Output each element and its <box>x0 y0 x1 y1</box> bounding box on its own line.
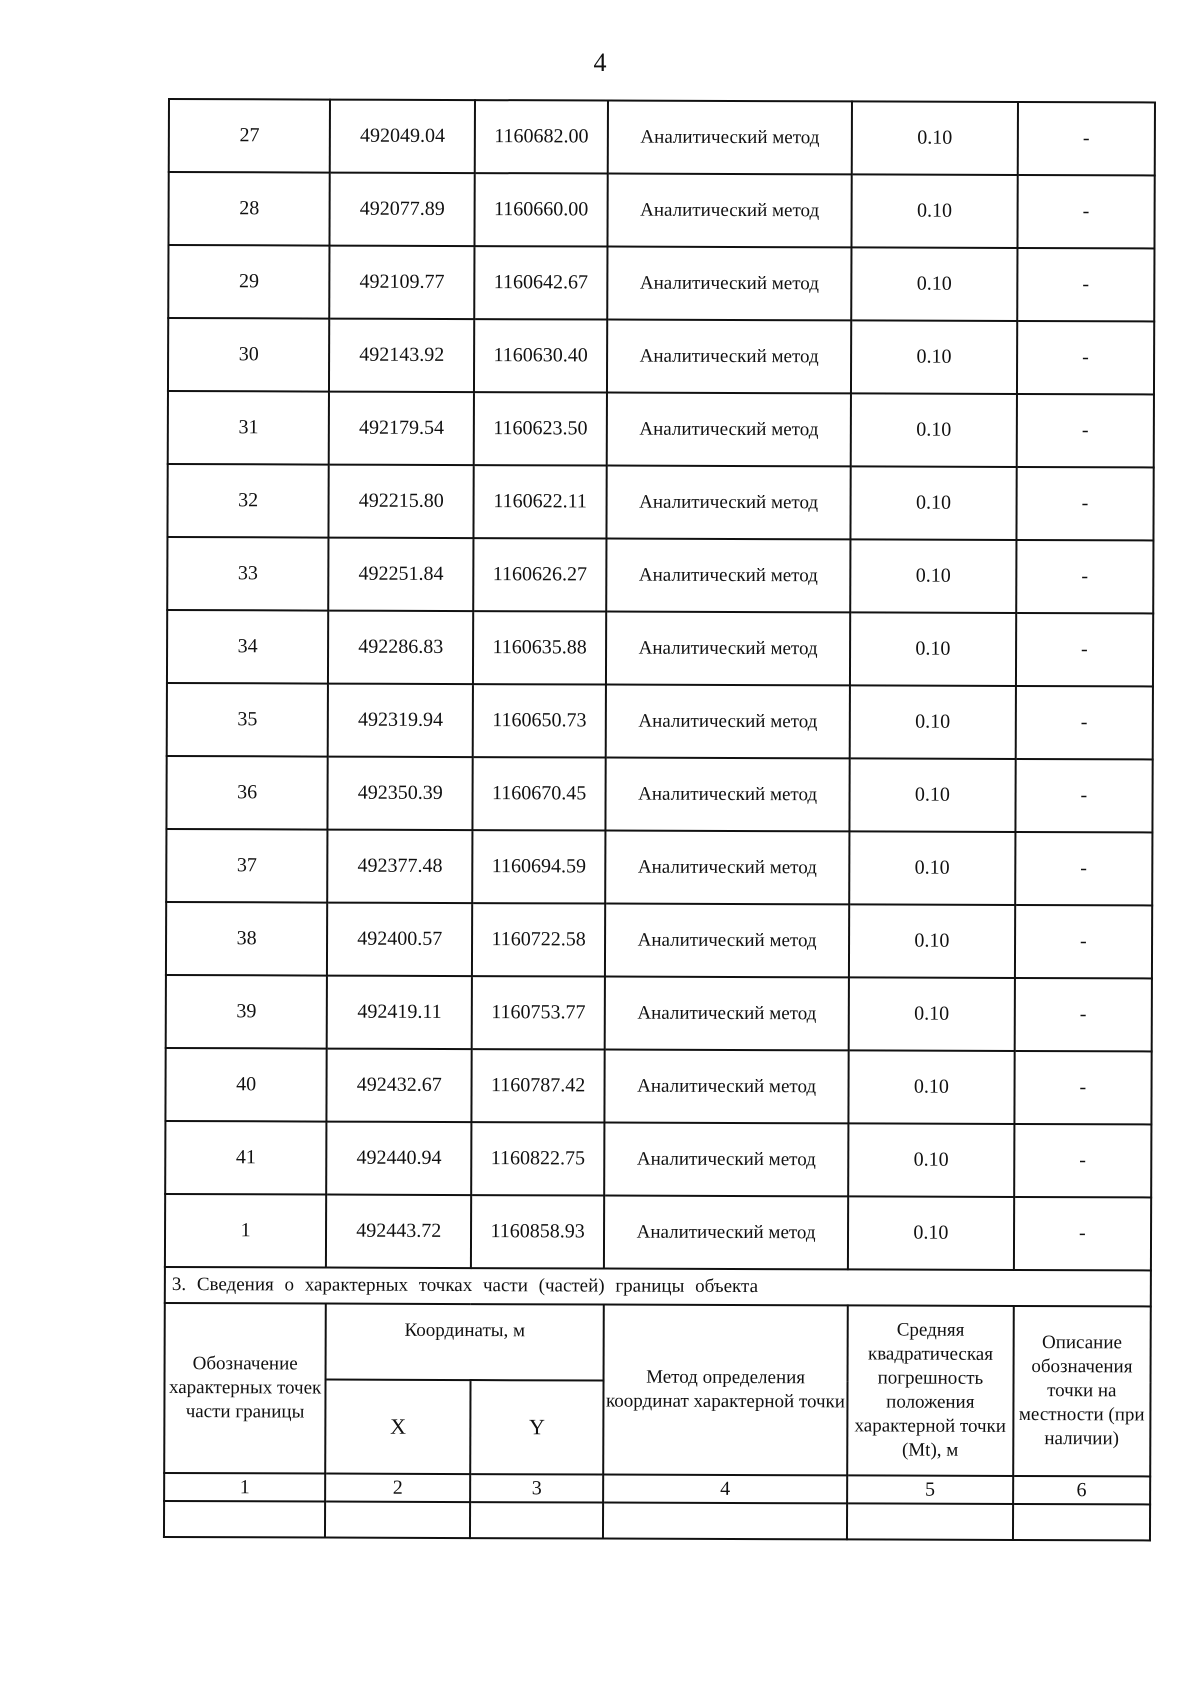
description-cell: - <box>1014 1197 1152 1270</box>
point-number-cell: 32 <box>167 464 328 538</box>
table-row <box>168 318 1154 394</box>
column-number: 4 <box>603 1475 847 1504</box>
table-row <box>168 245 1154 321</box>
description-cell: - <box>1015 905 1153 978</box>
empty-cell <box>470 1502 603 1538</box>
table-row <box>166 975 1152 1051</box>
column-number-row <box>164 1473 1150 1504</box>
x-coordinate-cell: 492077.89 <box>330 173 475 247</box>
method-cell: Аналитический метод <box>606 466 850 540</box>
x-coordinate-cell: 492215.80 <box>329 465 474 539</box>
description-cell: - <box>1014 1124 1152 1197</box>
y-coordinate-cell: 1160642.67 <box>474 246 607 319</box>
table-row <box>166 756 1152 832</box>
description-cell: - <box>1016 613 1154 686</box>
header-method: Метод определения координат характерной точки <box>603 1305 848 1476</box>
method-cell: Аналитический метод <box>605 977 849 1051</box>
y-coordinate-cell: 1160670.45 <box>473 757 606 830</box>
y-coordinate-cell: 1160858.93 <box>471 1195 604 1268</box>
method-cell: Аналитический метод <box>607 247 851 321</box>
mean-square-error-cell: 0.10 <box>849 904 1015 978</box>
x-coordinate-cell: 492432.67 <box>327 1049 472 1123</box>
mean-square-error-cell: 0.10 <box>850 685 1016 759</box>
column-number: 1 <box>164 1473 325 1502</box>
description-cell: - <box>1016 540 1154 613</box>
description-cell: - <box>1017 321 1155 394</box>
point-number-cell: 1 <box>165 1194 326 1268</box>
description-cell: - <box>1014 1051 1152 1124</box>
y-coordinate-cell: 1160630.40 <box>474 319 607 392</box>
x-coordinate-cell: 492109.77 <box>329 246 474 320</box>
method-cell: Аналитический метод <box>606 685 850 759</box>
x-coordinate-cell: 492440.94 <box>326 1122 471 1196</box>
description-cell: - <box>1015 686 1153 759</box>
description-cell: - <box>1017 175 1155 248</box>
point-number-cell: 34 <box>167 610 328 684</box>
mean-square-error-cell: 0.10 <box>851 247 1017 321</box>
point-number-cell: 40 <box>165 1048 326 1122</box>
point-number-cell: 37 <box>166 829 327 903</box>
method-cell: Аналитический метод <box>604 1050 848 1124</box>
coordinates-table-body <box>165 99 1155 1270</box>
table-row <box>165 1194 1151 1270</box>
y-coordinate-cell: 1160660.00 <box>475 173 608 246</box>
point-number-cell: 33 <box>167 537 328 611</box>
mean-square-error-cell: 0.10 <box>851 466 1017 540</box>
method-cell: Аналитический метод <box>605 831 849 905</box>
mean-square-error-cell: 0.10 <box>852 101 1018 175</box>
x-coordinate-cell: 492350.39 <box>328 757 473 831</box>
method-cell: Аналитический метод <box>608 174 852 248</box>
mean-square-error-cell: 0.10 <box>849 1050 1015 1124</box>
description-cell: - <box>1016 394 1154 467</box>
description-cell: - <box>1017 248 1155 321</box>
mean-square-error-cell: 0.10 <box>850 758 1016 832</box>
mean-square-error-cell: 0.10 <box>850 539 1016 613</box>
x-coordinate-cell: 492179.54 <box>329 392 474 466</box>
empty-cell <box>325 1502 470 1539</box>
page-number: 4 <box>593 48 607 77</box>
mean-square-error-cell: 0.10 <box>852 174 1018 248</box>
header-y: Y <box>470 1380 603 1474</box>
description-cell: - <box>1016 467 1154 540</box>
point-number-cell: 30 <box>168 318 329 392</box>
y-coordinate-cell: 1160787.42 <box>472 1049 605 1122</box>
empty-cell <box>164 1501 325 1538</box>
x-coordinate-cell: 492377.48 <box>327 830 472 904</box>
table-row <box>169 99 1155 175</box>
point-number-cell: 35 <box>167 683 328 757</box>
method-cell: Аналитический метод <box>605 758 849 832</box>
header-mean-square-error: Средняя квадратическая погрешность положения характерной точки (Mt), м <box>847 1305 1013 1476</box>
mean-square-error-cell: 0.10 <box>851 393 1017 467</box>
y-coordinate-cell: 1160822.75 <box>471 1122 604 1195</box>
y-coordinate-cell: 1160753.77 <box>472 976 605 1049</box>
method-cell: Аналитический метод <box>606 539 850 613</box>
description-cell: - <box>1014 978 1152 1051</box>
mean-square-error-cell: 0.10 <box>848 1123 1014 1197</box>
point-number-cell: 41 <box>165 1121 326 1195</box>
coordinates-table <box>163 98 1156 1541</box>
point-number-cell: 27 <box>169 99 330 173</box>
table-row <box>166 902 1152 978</box>
table-row <box>165 1121 1151 1197</box>
empty-cell <box>1013 1504 1150 1540</box>
y-coordinate-cell: 1160623.50 <box>474 392 607 465</box>
y-coordinate-cell: 1160682.00 <box>475 100 608 173</box>
y-coordinate-cell: 1160626.27 <box>473 538 606 611</box>
x-coordinate-cell: 492419.11 <box>327 976 472 1050</box>
x-coordinate-cell: 492143.92 <box>329 319 474 393</box>
description-cell: - <box>1017 102 1155 175</box>
empty-cell <box>847 1503 1013 1540</box>
section-3-title: 3. Сведения о характерных точках части (частей) границы объекта <box>165 1267 1151 1306</box>
mean-square-error-cell: 0.10 <box>848 1196 1014 1270</box>
x-coordinate-cell: 492286.83 <box>328 611 473 685</box>
x-coordinate-cell: 492319.94 <box>328 684 473 758</box>
point-number-cell: 36 <box>166 756 327 830</box>
section-3-header-row <box>165 1303 1151 1382</box>
header-coordinates: Координаты, м <box>326 1304 604 1381</box>
x-coordinate-cell: 492400.57 <box>327 903 472 977</box>
description-cell: - <box>1015 759 1153 832</box>
y-coordinate-cell: 1160694.59 <box>472 830 605 903</box>
x-coordinate-cell: 492251.84 <box>328 538 473 612</box>
y-coordinate-cell: 1160635.88 <box>473 611 606 684</box>
header-description: Описание обозначения точки на местности (при наличии) <box>1013 1306 1151 1476</box>
method-cell: Аналитический метод <box>607 393 851 467</box>
column-number: 5 <box>847 1475 1013 1504</box>
header-point-designation: Обозначение характерных точек части границы <box>164 1303 326 1474</box>
y-coordinate-cell: 1160650.73 <box>473 684 606 757</box>
mean-square-error-cell: 0.10 <box>849 977 1015 1051</box>
empty-cell <box>603 1503 847 1540</box>
point-number-cell: 28 <box>168 172 329 246</box>
point-number-cell: 38 <box>166 902 327 976</box>
table-row <box>166 829 1152 905</box>
method-cell: Аналитический метод <box>607 320 851 394</box>
method-cell: Аналитический метод <box>604 1123 848 1197</box>
method-cell: Аналитический метод <box>605 904 849 978</box>
section-3-title-row <box>165 1267 1151 1306</box>
y-coordinate-cell: 1160722.58 <box>472 903 605 976</box>
point-number-cell: 29 <box>168 245 329 319</box>
empty-data-row <box>164 1501 1150 1540</box>
point-number-cell: 39 <box>166 975 327 1049</box>
column-number: 6 <box>1013 1476 1150 1504</box>
description-cell: - <box>1015 832 1153 905</box>
table-row <box>168 391 1154 467</box>
column-number: 2 <box>325 1474 470 1503</box>
mean-square-error-cell: 0.10 <box>851 320 1017 394</box>
header-x: X <box>325 1380 470 1475</box>
table-row <box>167 610 1153 686</box>
method-cell: Аналитический метод <box>606 612 850 686</box>
table-row <box>167 683 1153 759</box>
column-number: 3 <box>470 1474 603 1502</box>
mean-square-error-cell: 0.10 <box>850 612 1016 686</box>
point-number-cell: 31 <box>168 391 329 465</box>
table-row <box>167 464 1153 540</box>
method-cell: Аналитический метод <box>604 1196 848 1270</box>
table-row <box>165 1048 1151 1124</box>
mean-square-error-cell: 0.10 <box>849 831 1015 905</box>
table-row <box>167 537 1153 613</box>
method-cell: Аналитический метод <box>608 101 852 175</box>
boundary-points-sheet <box>163 98 1156 1541</box>
table-row <box>168 172 1154 248</box>
y-coordinate-cell: 1160622.11 <box>474 465 607 538</box>
x-coordinate-cell: 492443.72 <box>326 1195 471 1269</box>
x-coordinate-cell: 492049.04 <box>330 100 475 174</box>
